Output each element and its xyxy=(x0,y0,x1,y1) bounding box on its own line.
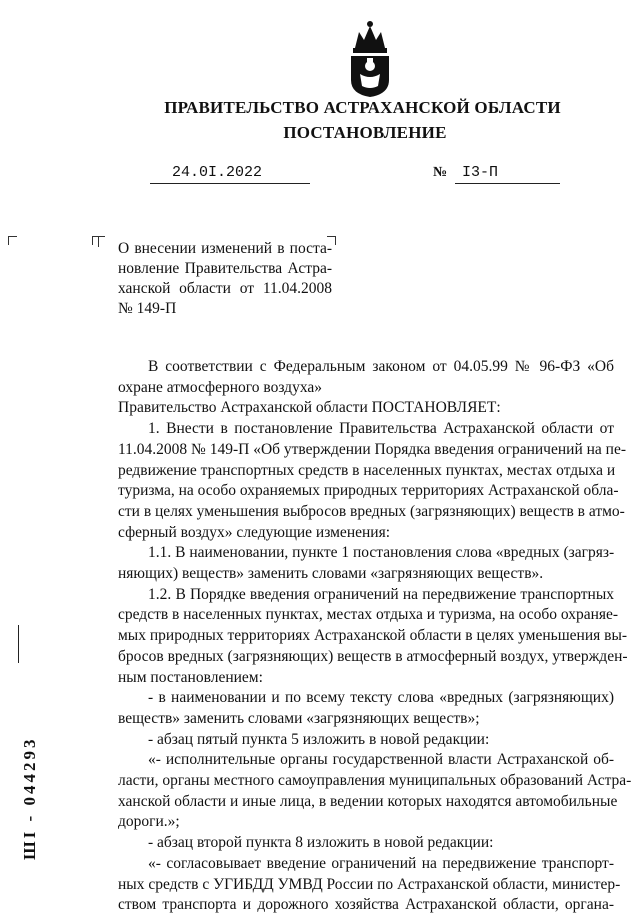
body-line: 1.2. В Порядке введения ограничений на передвижение транспортных xyxy=(148,585,614,603)
body-line: няющих) веществ» заменить словами «загрязняющих веществ». xyxy=(118,565,544,583)
date-underline xyxy=(150,183,310,184)
document-date: 24.0I.2022 xyxy=(172,164,263,181)
government-title: ПРАВИТЕЛЬСТВО АСТРАХАНСКОЙ ОБЛАСТИ xyxy=(164,98,561,117)
body-line: «- исполнительные органы государственной власти Астраханской об- xyxy=(148,751,614,769)
margin-serial-number xyxy=(20,720,40,860)
body-line: - абзац второй пункта 8 изложить в новой редакции: xyxy=(148,834,494,852)
body-line: средств в населенных пунктах, местах отдыха и туризма, на особо охраняе- xyxy=(118,606,619,624)
number-underline xyxy=(455,183,560,184)
body-line: мых природных территориях Астраханской области в целях уменьшения вы- xyxy=(118,627,628,645)
body-line: веществ» заменить словами «загрязняющих веществ»; xyxy=(118,709,480,727)
body-line: 1. Внести в постановление Правительства Астраханской области от xyxy=(148,420,614,438)
body-line: 11.04.2008 № 149-П «Об утверждении Порядка введения ограничений на пе- xyxy=(118,440,627,458)
body-line: ных средств с УГИБДД УМВД России по Астраханской области, министер- xyxy=(118,875,621,893)
document-subject xyxy=(118,239,332,319)
body-line: сферный воздух» следующие изменения: xyxy=(118,523,391,541)
number-sign: № xyxy=(433,165,448,180)
serial-text: ШI - 044293 xyxy=(20,736,39,860)
subject-line: ханской области от 11.04.2008 xyxy=(118,280,332,297)
body-line: сти в целях уменьшения выбросов вредных (загрязняющих) веществ в атмо- xyxy=(118,502,625,520)
margin-bar xyxy=(18,625,19,663)
subject-line: О внесении изменений в поста- xyxy=(118,240,332,257)
subject-line: № 149-П xyxy=(118,300,177,317)
body-line: редвижение транспортных средств в населенных пунктах, местах отдыха и xyxy=(118,461,616,479)
body-line: бросов вредных (загрязняющих) веществ в атмосферный воздух, утвержден- xyxy=(118,647,628,665)
body-line: ным постановлением: xyxy=(118,668,263,686)
body-line: ством транспорта и дорожного хозяйства Астраханской области, органа- xyxy=(118,896,614,914)
body-line: «- согласовывает введение ограничений на передвижение транспорт- xyxy=(148,854,614,872)
body-line: В соответствии с Федеральным законом от 04.05.99 № 96-ФЗ «Об xyxy=(148,358,614,375)
body-line: туризма, на особо охраняемых природных территориях Астраханской обла- xyxy=(118,482,619,500)
body-line: дороги.»; xyxy=(118,813,180,831)
body-line: ханской области и иные лица, в ведении которых находятся автомобильные xyxy=(118,792,618,810)
document-type-title: ПОСТАНОВЛЕНИЕ xyxy=(283,123,447,142)
body-line: охране атмосферного воздуха» xyxy=(118,378,322,396)
body-line: Правительство Астраханской области ПОСТАНОВЛЯЕТ: xyxy=(118,399,501,417)
corner-mark-left xyxy=(8,236,17,245)
document-number: I3-П xyxy=(462,164,499,181)
corner-mark-subject-left-inner xyxy=(98,236,105,247)
body-line: - абзац пятый пункта 5 изложить в новой редакции: xyxy=(148,730,490,748)
body-line: ласти, органы местного самоуправления муниципальных образований Астра- xyxy=(118,772,632,790)
astrakhan-coat-of-arms-emblem xyxy=(345,18,395,98)
subject-line: новление Правительства Астра- xyxy=(118,260,332,277)
document-body xyxy=(118,357,632,916)
body-line: - в наименовании и по всему тексту слова «вредных (загрязняющих) xyxy=(148,689,614,707)
body-line: 1.1. В наименовании, пункте 1 постановления слова «вредных (загряз- xyxy=(148,544,615,562)
